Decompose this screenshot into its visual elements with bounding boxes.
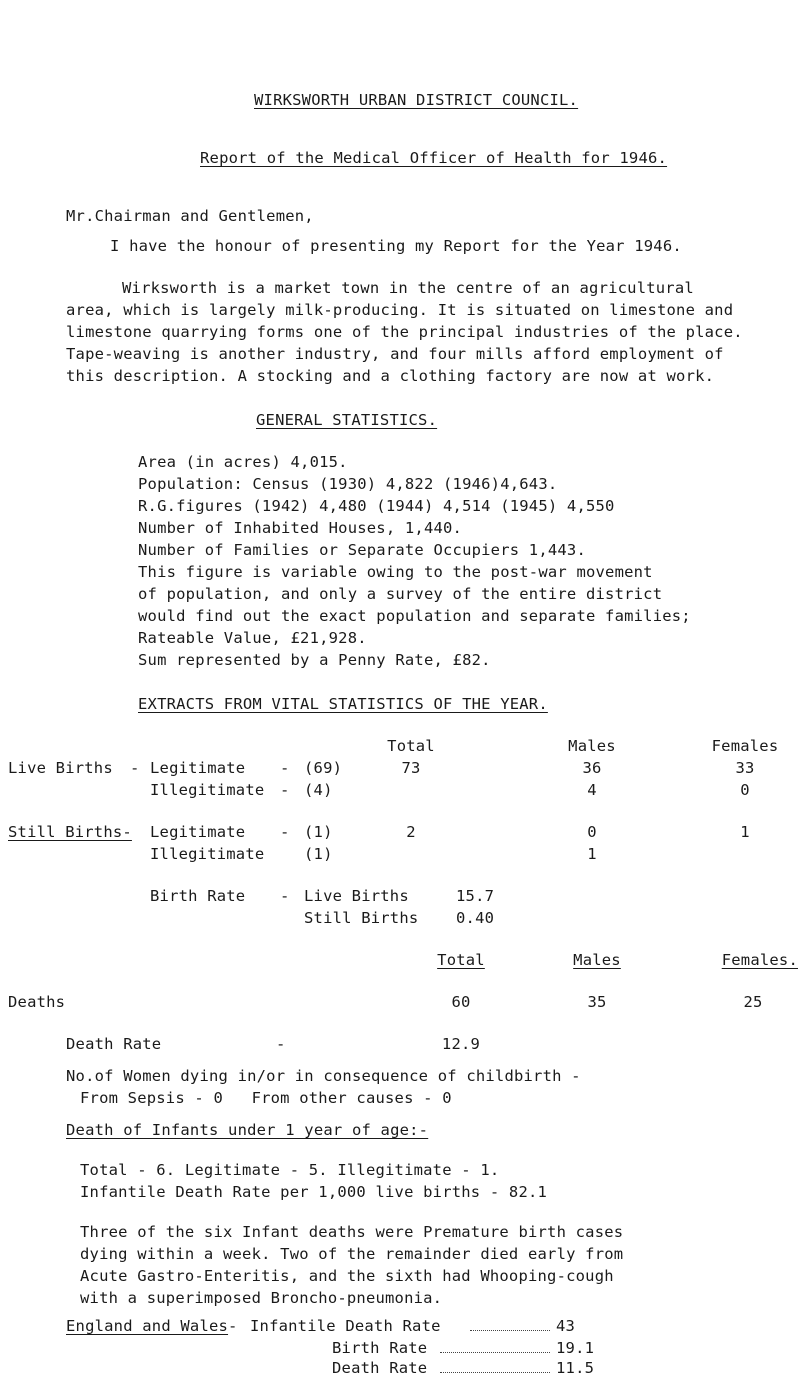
deaths-col-header-total: Total [437,951,485,969]
intro-line-4: Tape-weaving is another industry, and four mills afford employment of [66,345,724,363]
still-births-males-illegitimate: 1 [587,845,597,863]
col-header-males: Males [568,737,616,755]
birth-rate-label: Birth Rate [150,887,246,905]
general-line-houses: Number of Inhabited Houses, 1,440. [138,519,463,537]
general-line-rateable-value: Rateable Value, £21,928. [138,629,367,647]
general-statistics-heading: GENERAL STATISTICS. [256,411,438,429]
leader-dots [440,1352,550,1353]
death-rate-label: Death Rate [66,1035,162,1053]
still-births-illegitimate-label: Illegitimate [150,845,265,863]
infant-para-line-2: dying within a week. Two of the remainder died early from [80,1245,624,1263]
england-death-rate-value: 11.5 [556,1359,595,1377]
live-births-legitimate-dash: - [280,759,290,777]
col-header-total: Total [387,737,435,755]
england-infantile-death-rate-label: Infantile Death Rate [250,1317,441,1335]
still-births-legitimate-label: Legitimate [150,823,246,841]
deaths-col-header-males: Males [573,951,621,969]
live-births-illegitimate-count: (4) [304,781,333,799]
general-line-area: Area (in acres) 4,015. [138,453,348,471]
live-births-females-legitimate: 33 [735,759,755,777]
still-births-total: 2 [406,823,416,841]
england-wales-dash: - [228,1317,238,1335]
still-births-females-legitimate: 1 [740,823,750,841]
still-births-label: Still Births- [8,823,132,841]
general-line-penny-rate: Sum represented by a Penny Rate, £82. [138,651,491,669]
infant-para-line-1: Three of the six Infant deaths were Premature birth cases [80,1223,624,1241]
birth-rate-still-value: 0.40 [456,909,495,927]
england-wales-label: England and Wales [66,1317,229,1335]
deaths-males: 35 [587,993,607,1011]
live-births-females-illegitimate: 0 [740,781,750,799]
intro-line-1: Wirksworth is a market town in the centre of an agricultural [122,279,694,297]
childbirth-line-2: From Sepsis - 0 From other causes - 0 [80,1089,452,1107]
general-line-families: Number of Families or Separate Occupiers 1,443. [138,541,586,559]
childbirth-line-1: No.of Women dying in/or in consequence of childbirth - [66,1067,581,1085]
deaths-total: 60 [451,993,471,1011]
still-births-legitimate-dash: - [280,823,290,841]
deaths-col-header-females: Females. [721,951,798,969]
live-births-males-legitimate: 36 [582,759,602,777]
live-births-label: Live Births [8,759,113,777]
infant-para-line-4: with a superimposed Broncho-pneumonia. [80,1289,443,1307]
honour-line: I have the honour of presenting my Report for the Year 1946. [110,237,682,255]
live-births-dash: - [130,759,140,777]
death-rate-value: 12.9 [441,1035,481,1053]
leader-dots [440,1372,550,1373]
live-births-males-illegitimate: 4 [587,781,597,799]
intro-line-2: area, which is largely milk-producing. It is situated on limestone and [66,301,734,319]
general-line-figure-note-2: of population, and only a survey of the entire district [138,585,663,603]
council-heading: WIRKSWORTH URBAN DISTRICT COUNCIL. [254,91,579,109]
england-death-rate-label: Death Rate [332,1359,428,1377]
general-line-population: Population: Census (1930) 4,822 (1946)4,643. [138,475,558,493]
england-birth-rate-value: 19.1 [556,1339,595,1357]
salutation: Mr.Chairman and Gentlemen, [66,207,314,225]
infant-deaths-line-1: Total - 6. Legitimate - 5. Illegitimate - 1. [80,1161,500,1179]
still-births-legitimate-count: (1) [304,823,333,841]
birth-rate-live-value: 15.7 [456,887,495,905]
still-births-males-legitimate: 0 [587,823,597,841]
deaths-label: Deaths [8,993,66,1011]
general-line-figure-note-1: This figure is variable owing to the post-war movement [138,563,653,581]
deaths-females: 25 [743,993,763,1011]
live-births-legitimate-label: Legitimate [150,759,246,777]
intro-line-3: limestone quarrying forms one of the principal industries of the place. [66,323,743,341]
report-title: Report of the Medical Officer of Health for 1946. [200,149,668,167]
leader-dots [470,1330,550,1331]
england-infantile-death-rate-value: 43 [556,1317,576,1335]
infant-deaths-heading: Death of Infants under 1 year of age:- [66,1121,429,1139]
general-line-rg-figures: R.G.figures (1942) 4,480 (1944) 4,514 (1945) 4,550 [138,497,615,515]
birth-rate-dash: - [280,887,290,905]
england-birth-rate-label: Birth Rate [332,1339,428,1357]
general-line-figure-note-3: would find out the exact population and separate families; [138,607,691,625]
birth-rate-live-label: Live Births [304,887,409,905]
infant-para-line-3: Acute Gastro-Enteritis, and the sixth had Whooping-cough [80,1267,614,1285]
live-births-illegitimate-label: Illegitimate [150,781,265,799]
still-births-illegitimate-count: (1) [304,845,333,863]
infant-deaths-line-2: Infantile Death Rate per 1,000 live births - 82.1 [80,1183,548,1201]
birth-rate-still-label: Still Births [304,909,419,927]
death-rate-dash: - [276,1035,286,1053]
intro-line-5: this description. A stocking and a clothing factory are now at work. [66,367,715,385]
live-births-legitimate-count: (69) [304,759,343,777]
live-births-total: 73 [401,759,421,777]
live-births-illegitimate-dash: - [280,781,290,799]
col-header-females: Females [711,737,779,755]
vital-statistics-heading: EXTRACTS FROM VITAL STATISTICS OF THE YEAR. [138,695,548,713]
